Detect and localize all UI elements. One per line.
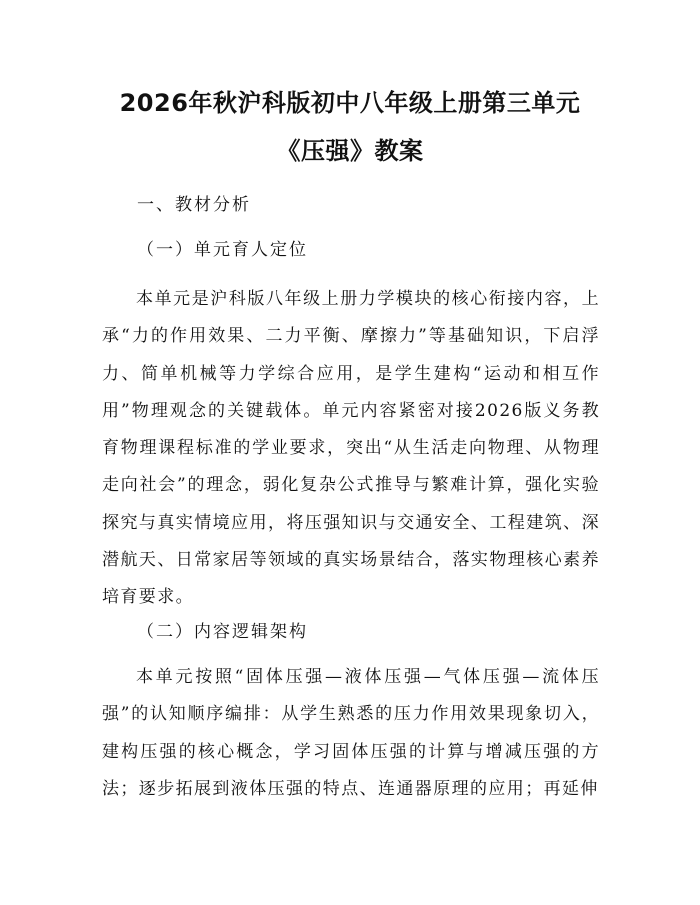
document-title-line-1: 2026年秋沪科版初中八年级上册第三单元	[119, 89, 581, 117]
document-title-line-2: 《压强》教案	[276, 137, 424, 165]
paragraph-unit-positioning: 本单元是沪科版八年级上册力学模块的核心衔接内容，上承“力的作用效果、二力平衡、摩擦力”等基础知识，下启浮力、简单机械等力学综合应用，是学生建构“运动和相互作用”物理观念的关键载体。单元内容紧密对接2026版义务教育物理课程标准的学业要求，突出“从生活走向物理、从物理走向社会”的理念，弱化复杂公式推导与繁难计算，强化实验探究与真实情境应用，将压强知识与交通安全、工程建筑、深潜航天、日常家居等领域的真实场景结合，落实物理核心素养培育要求。	[102, 289, 600, 608]
paragraph-content-structure: 本单元按照“固体压强—液体压强—气体压强—流体压强”的认知顺序编排：从学生熟悉的压力作用效果现象切入，建构压强的核心概念，学习固体压强的计算与增减压强的方法；逐步拓展到液体压强的特点、连通器原理的应用；再延伸	[102, 667, 600, 799]
section-heading-textbook-analysis: 一、教材分析	[137, 195, 251, 215]
subsection-heading-content-structure: （二）内容逻辑架构	[137, 622, 308, 642]
subsection-heading-unit-positioning: （一）单元育人定位	[137, 240, 308, 260]
